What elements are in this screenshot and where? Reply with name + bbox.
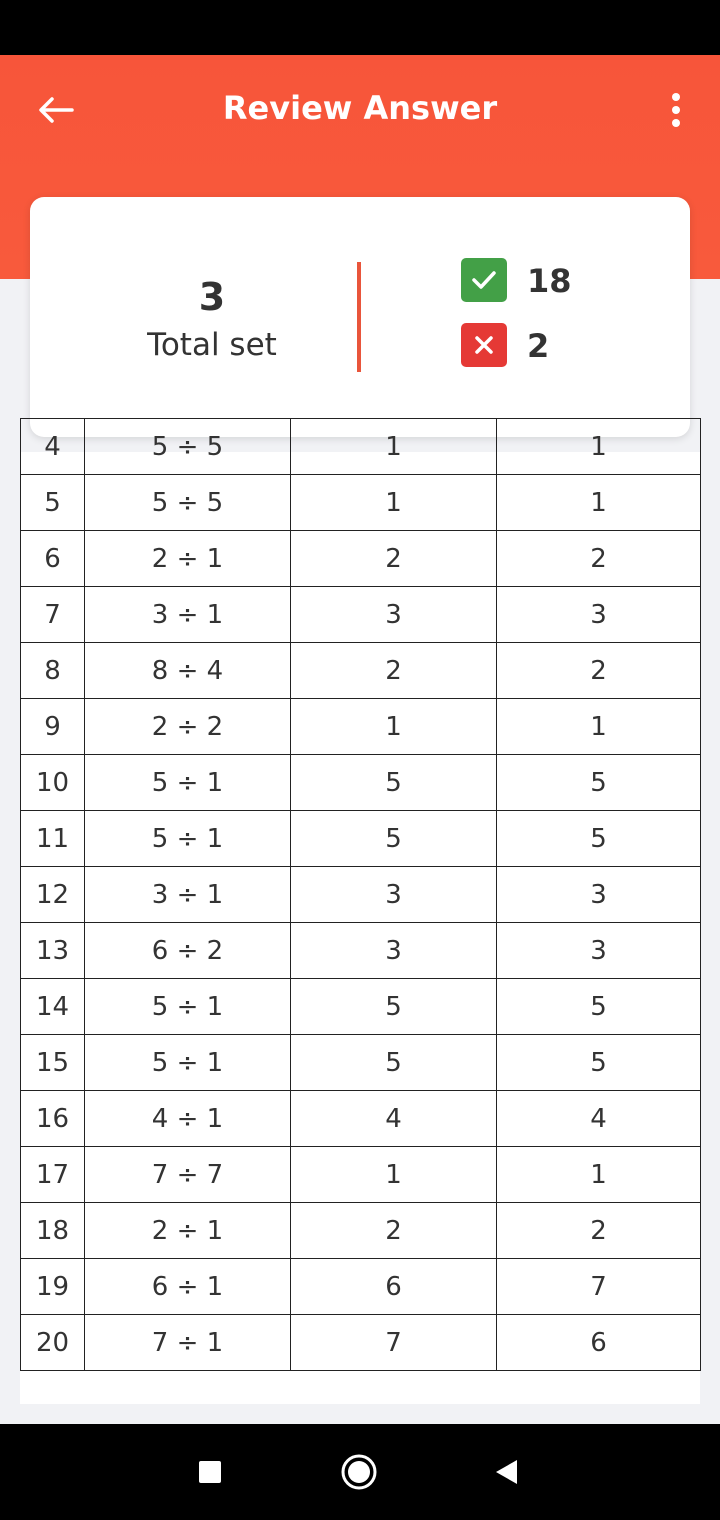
table-row bbox=[21, 1091, 701, 1147]
question-cell: 5 ÷ 1 bbox=[85, 1035, 291, 1091]
total-set-label: Total set bbox=[147, 327, 277, 363]
answers-table-container[interactable] bbox=[20, 431, 700, 1404]
question-number-cell: 5 bbox=[21, 475, 85, 531]
correct-answer-cell: 1 bbox=[291, 1147, 497, 1203]
square-icon bbox=[198, 1460, 222, 1484]
table-row bbox=[21, 1315, 701, 1371]
answers-table bbox=[20, 418, 701, 1371]
correct-answer-cell: 5 bbox=[291, 1035, 497, 1091]
question-number-cell: 4 bbox=[21, 419, 85, 475]
your-answer-cell: 3 bbox=[497, 867, 701, 923]
total-set-value: 3 bbox=[198, 275, 226, 319]
question-number-cell: 7 bbox=[21, 587, 85, 643]
close-icon bbox=[474, 335, 494, 355]
your-answer-cell: 5 bbox=[497, 1035, 701, 1091]
table-row bbox=[21, 979, 701, 1035]
circle-home-icon bbox=[340, 1453, 378, 1491]
question-cell: 2 ÷ 1 bbox=[85, 1203, 291, 1259]
check-icon bbox=[471, 270, 497, 290]
question-cell: 5 ÷ 5 bbox=[85, 475, 291, 531]
table-row bbox=[21, 587, 701, 643]
table-row bbox=[21, 811, 701, 867]
question-cell: 4 ÷ 1 bbox=[85, 1091, 291, 1147]
correct-answer-cell: 2 bbox=[291, 1203, 497, 1259]
correct-answer-cell: 3 bbox=[291, 587, 497, 643]
correct-answer-cell: 3 bbox=[291, 923, 497, 979]
table-row bbox=[21, 699, 701, 755]
correct-count: 18 bbox=[527, 262, 572, 300]
question-number-cell: 6 bbox=[21, 531, 85, 587]
correct-answer-cell: 1 bbox=[291, 475, 497, 531]
question-cell: 7 ÷ 1 bbox=[85, 1315, 291, 1371]
question-number-cell: 17 bbox=[21, 1147, 85, 1203]
question-number-cell: 14 bbox=[21, 979, 85, 1035]
table-row bbox=[21, 475, 701, 531]
more-vertical-icon bbox=[670, 92, 682, 128]
your-answer-cell: 5 bbox=[497, 979, 701, 1035]
question-cell: 3 ÷ 1 bbox=[85, 587, 291, 643]
question-cell: 8 ÷ 4 bbox=[85, 643, 291, 699]
your-answer-cell: 1 bbox=[497, 419, 701, 475]
table-row bbox=[21, 531, 701, 587]
your-answer-cell: 6 bbox=[497, 1315, 701, 1371]
correct-answer-cell: 1 bbox=[291, 699, 497, 755]
question-number-cell: 20 bbox=[21, 1315, 85, 1371]
summary-divider bbox=[357, 262, 361, 372]
correct-answer-cell: 6 bbox=[291, 1259, 497, 1315]
question-number-cell: 12 bbox=[21, 867, 85, 923]
table-row bbox=[21, 1147, 701, 1203]
question-number-cell: 8 bbox=[21, 643, 85, 699]
table-row bbox=[21, 643, 701, 699]
table-row bbox=[21, 1035, 701, 1091]
wrong-badge bbox=[461, 323, 507, 367]
your-answer-cell: 2 bbox=[497, 531, 701, 587]
table-row bbox=[21, 867, 701, 923]
your-answer-cell: 3 bbox=[497, 587, 701, 643]
triangle-back-icon bbox=[493, 1458, 519, 1486]
more-options-button[interactable] bbox=[652, 86, 700, 134]
question-number-cell: 9 bbox=[21, 699, 85, 755]
question-number-cell: 18 bbox=[21, 1203, 85, 1259]
table-row bbox=[21, 923, 701, 979]
table-row bbox=[21, 1259, 701, 1315]
system-back-button[interactable] bbox=[476, 1442, 536, 1502]
correct-answer-cell: 4 bbox=[291, 1091, 497, 1147]
correct-answer-cell: 1 bbox=[291, 419, 497, 475]
table-row bbox=[21, 755, 701, 811]
correct-answer-cell: 5 bbox=[291, 979, 497, 1035]
question-cell: 5 ÷ 1 bbox=[85, 811, 291, 867]
question-cell: 2 ÷ 2 bbox=[85, 699, 291, 755]
table-row bbox=[21, 1203, 701, 1259]
your-answer-cell: 5 bbox=[497, 811, 701, 867]
question-number-cell: 11 bbox=[21, 811, 85, 867]
correct-badge bbox=[461, 258, 507, 302]
question-number-cell: 10 bbox=[21, 755, 85, 811]
your-answer-cell: 2 bbox=[497, 643, 701, 699]
your-answer-cell: 3 bbox=[497, 923, 701, 979]
question-number-cell: 15 bbox=[21, 1035, 85, 1091]
your-answer-cell: 1 bbox=[497, 699, 701, 755]
correct-answer-cell: 2 bbox=[291, 643, 497, 699]
your-answer-cell: 7 bbox=[497, 1259, 701, 1315]
question-cell: 6 ÷ 2 bbox=[85, 923, 291, 979]
question-cell: 5 ÷ 1 bbox=[85, 979, 291, 1035]
question-number-cell: 19 bbox=[21, 1259, 85, 1315]
question-cell: 5 ÷ 1 bbox=[85, 755, 291, 811]
question-cell: 7 ÷ 7 bbox=[85, 1147, 291, 1203]
question-cell: 6 ÷ 1 bbox=[85, 1259, 291, 1315]
home-button[interactable] bbox=[329, 1442, 389, 1502]
question-cell: 3 ÷ 1 bbox=[85, 867, 291, 923]
your-answer-cell: 4 bbox=[497, 1091, 701, 1147]
recents-button[interactable] bbox=[180, 1442, 240, 1502]
your-answer-cell: 1 bbox=[497, 1147, 701, 1203]
navigation-bar bbox=[0, 1424, 720, 1520]
correct-answer-cell: 5 bbox=[291, 811, 497, 867]
correct-answer-cell: 3 bbox=[291, 867, 497, 923]
correct-answer-cell: 2 bbox=[291, 531, 497, 587]
wrong-count: 2 bbox=[527, 327, 550, 365]
question-cell: 2 ÷ 1 bbox=[85, 531, 291, 587]
your-answer-cell: 5 bbox=[497, 755, 701, 811]
your-answer-cell: 2 bbox=[497, 1203, 701, 1259]
correct-answer-cell: 7 bbox=[291, 1315, 497, 1371]
question-cell: 5 ÷ 5 bbox=[85, 419, 291, 475]
table-row bbox=[21, 419, 701, 475]
status-bar bbox=[0, 0, 720, 55]
question-number-cell: 13 bbox=[21, 923, 85, 979]
question-number-cell: 16 bbox=[21, 1091, 85, 1147]
your-answer-cell: 1 bbox=[497, 475, 701, 531]
correct-answer-cell: 5 bbox=[291, 755, 497, 811]
page-title: Review Answer bbox=[222, 89, 498, 127]
